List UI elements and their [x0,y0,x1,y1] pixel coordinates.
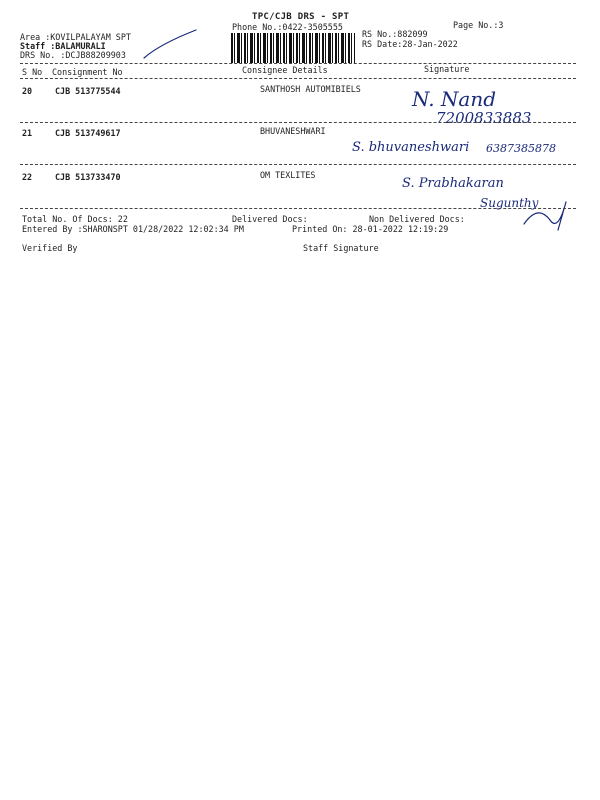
entered-by: Entered By :SHARONSPT 01/28/2022 12:02:34 PM [22,224,244,234]
row-sno: 21 [22,128,33,138]
row-signature-phone: 6387385878 [486,142,556,155]
row-signature-phone: Sugunthy [480,196,539,210]
staff-signature: Staff Signature [303,243,379,253]
row-consignee: OM TEXLITES [260,170,316,180]
header-rule-bottom [20,78,576,79]
drs-number: DRS No. :DCJB88209903 [20,50,126,60]
row-consignment: CJB 513749617 [55,128,121,138]
header-rule-top [20,63,576,64]
phone-number: Phone No.:0422-3505555 [232,22,343,32]
col-consignment: Consignment No [52,67,123,77]
barcode [231,33,355,63]
row-signature-name: S. bhuvaneshwari [352,140,470,155]
non-delivered-docs: Non Delivered Docs: [369,214,465,224]
row-consignment: CJB 513733470 [55,172,121,182]
row-sno: 22 [22,172,33,182]
total-docs: Total No. Of Docs: 22 [22,214,128,224]
col-consignee: Consignee Details [242,65,328,75]
row-signature-phone: 7200833883 [436,109,532,127]
staff-label: Staff :BALAMURALI [20,41,106,51]
page-number: Page No.:3 [453,20,504,30]
rs-number: RS No.:882099 [362,29,428,39]
verified-by: Verified By [22,243,78,253]
area-label: Area :KOVILPALAYAM SPT [20,32,131,42]
row-consignee: SANTHOSH AUTOMIBIELS [260,84,361,94]
row-divider [20,208,576,209]
pen-mark [140,26,200,66]
row-consignment: CJB 513775544 [55,86,121,96]
row-signature-name: N. Nand [412,87,497,111]
signature-flourish [520,196,580,236]
row-divider [20,122,576,123]
row-consignee: BHUVANESHWARI [260,126,326,136]
col-sno: S No [22,67,43,77]
document-title: TPC/CJB DRS - SPT [252,12,350,22]
printed-on: Printed On: 28-01-2022 12:19:29 [292,224,449,234]
rs-date: RS Date:28-Jan-2022 [362,39,458,49]
row-signature-name: S. Prabhakaran [402,176,504,191]
row-divider [20,164,576,165]
row-sno: 20 [22,86,33,96]
delivered-docs: Delivered Docs: [232,214,308,224]
col-signature: Signature [424,64,470,74]
